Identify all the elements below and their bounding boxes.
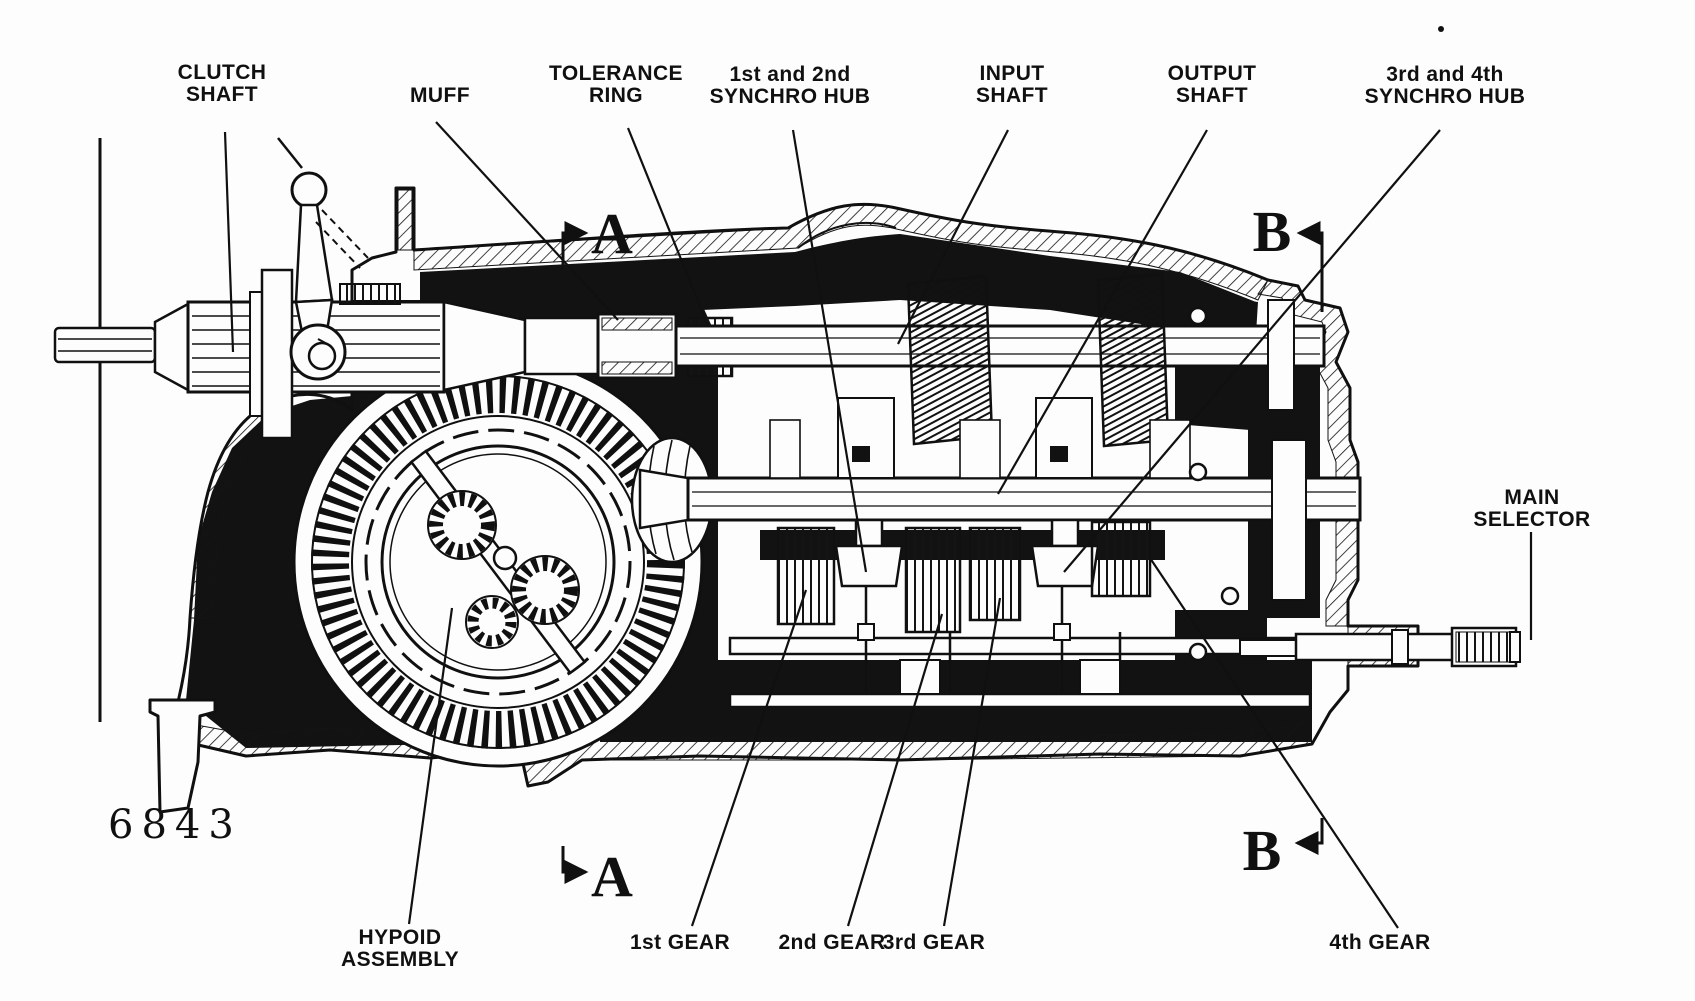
synchro-hub-3-4-part — [1032, 520, 1098, 586]
synchro-hub-1-2-part — [836, 520, 902, 586]
label-line-2: SYNCHRO HUB — [1364, 85, 1526, 108]
label-gear-3 — [883, 932, 985, 954]
section-marker-b-bottom — [1243, 818, 1322, 883]
label-line-1: 1st GEAR — [629, 931, 731, 954]
label-line-1: OUTPUT — [1167, 62, 1257, 85]
label-gear-2 — [778, 932, 885, 954]
label-line-1: 1st and 2nd — [729, 63, 851, 86]
label-line-1: TOLERANCE — [549, 62, 683, 85]
label-line-1: 2nd GEAR — [778, 931, 886, 954]
label-line-2: RING — [588, 84, 644, 107]
second-gear-part — [906, 528, 960, 632]
label-line-1: 4th GEAR — [1329, 931, 1431, 954]
third-gear-part — [970, 528, 1020, 620]
label-gear-4 — [1329, 932, 1430, 954]
label-line-2: SHAFT — [186, 83, 258, 106]
figure-number: 6843 — [108, 802, 242, 848]
label-line-1: MUFF — [410, 84, 470, 107]
section-letter-a-top: A — [591, 201, 633, 266]
label-line-1: 3rd GEAR — [882, 931, 986, 954]
label-line-2: SYNCHRO HUB — [709, 85, 871, 108]
label-line-1: HYPOID — [358, 926, 442, 949]
label-clutch-shaft — [178, 62, 267, 106]
label-line-2: SHAFT — [976, 84, 1048, 107]
label-line-2: SELECTOR — [1473, 508, 1591, 531]
label-hypoid-assembly — [341, 927, 459, 971]
label-tolerance-ring — [549, 63, 683, 107]
first-gear-part — [778, 528, 834, 624]
section-marker-a-bottom — [563, 844, 633, 909]
label-input-shaft — [976, 63, 1048, 107]
label-gear-1 — [630, 932, 730, 954]
label-synchro-hub-3-4 — [1365, 64, 1526, 108]
label-line-2: ASSEMBLY — [341, 948, 459, 971]
label-line-1: INPUT — [979, 62, 1045, 85]
fourth-gear-part — [1092, 522, 1150, 596]
label-line-1: CLUTCH — [177, 61, 267, 84]
label-muff — [410, 85, 470, 107]
label-line-1: MAIN — [1504, 486, 1560, 509]
section-letter-b-top: B — [1252, 199, 1292, 264]
label-main-selector — [1473, 487, 1590, 531]
label-line-1: 3rd and 4th — [1386, 63, 1504, 86]
ink-speck — [1438, 26, 1444, 32]
label-output-shaft — [1168, 63, 1257, 107]
section-letter-b-bottom: B — [1242, 818, 1282, 883]
section-letter-a-bottom: A — [591, 844, 633, 909]
label-line-2: SHAFT — [1175, 84, 1248, 107]
label-synchro-hub-1-2 — [710, 64, 871, 108]
